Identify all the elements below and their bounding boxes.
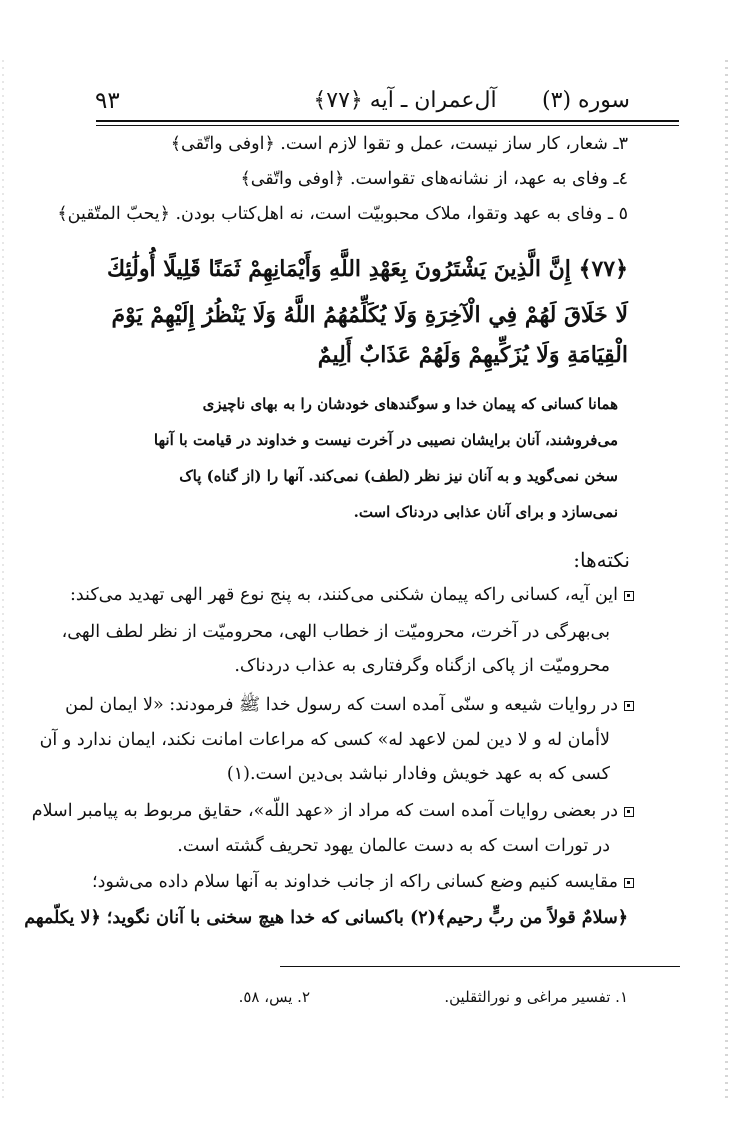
- note-line: در روایات شیعه و سنّی آمده است که رسول خدا ﷺ فرمودند: «لا ایمان لمن: [65, 693, 634, 719]
- header-rule: [96, 120, 679, 122]
- footnote-1: ١. تفسیر مراغی و نورالثقلین.: [444, 988, 628, 1006]
- point-line: ٤ـ وفای به عهد، از نشانه‌های تقواست. ﴿اوفی واتّقی﴾: [240, 169, 628, 189]
- translation-line: سخن نمی‌گوید و به آنان نیز نظر (لطف) نمی‌کند. آنها را (از گناه) پاک: [179, 467, 618, 485]
- footnote-2: ٢. یس، ٥٨.: [238, 988, 310, 1006]
- note-line: این آیه، کسانی راکه پیمان شکنی می‌کنند، به پنج نوع قهر الهی تهدید می‌کند:: [70, 585, 634, 605]
- bullet-square-icon: [624, 591, 634, 601]
- note-line: بی‌بهرگی در آخرت، محرومیّت از خطاب الهی، محرومیّت از نظر لطف الهی،: [61, 622, 610, 642]
- translation-line: همانا کسانی که پیمان خدا و سوگندهای خودشان را به بهای ناچیزی: [202, 395, 618, 413]
- header-rule-thin: [96, 125, 679, 126]
- note-line: مقایسه کنیم وضع کسانی راکه از جانب خداوند به آنها سلام داده می‌شود؛: [92, 872, 634, 892]
- translation-line: می‌فروشند، آنان برایشان نصیبی در آخرت نیست و خداوند در قیامت با آنها: [153, 431, 618, 449]
- verse-line: الْقِيَامَةِ وَلَا يُزَكِّيهِمْ وَلَهُمْ عَذَابٌ أَلِيمٌ: [317, 342, 628, 368]
- point-line: ٥ ـ وفای به عهد وتقوا، ملاک محبوبیّت است، نه اهل‌کتاب بودن. ﴿یحبّ المتّقین﴾: [57, 204, 628, 224]
- note-line: در تورات است که به دست عالمان یهود تحریف گشته است.: [177, 836, 610, 856]
- translation-line: نمی‌سازد و برای آنان عذابی دردناک است.: [353, 503, 618, 521]
- bullet-square-icon: [624, 701, 634, 711]
- verse-line: ﴿٧٧﴾ إِنَّ الَّذِينَ يَشْتَرُونَ بِعَهْدِ اللَّهِ وَأَيْمَانِهِمْ ثَمَنًا قَلِيلًا أُولَٰئِكَ: [106, 256, 628, 282]
- note-line: کسی که به عهد خویش وفادار نباشد بی‌دین است.(١): [226, 764, 610, 784]
- footnote-rule: [280, 966, 680, 967]
- notes-heading: نکته‌ها:: [573, 548, 630, 572]
- note-line: لاأمان له و لا دین لمن لاعهد له» کسی که مراعات امانت نکند، ایمان ندارد و آن: [39, 730, 610, 750]
- verse-reference: آل‌عمران ـ آیه ﴿٧٧﴾: [313, 88, 497, 113]
- scan-edge: [725, 60, 728, 1100]
- point-line: ٣ـ شعار، کار ساز نیست، عمل و تقوا لازم است. ﴿اوفی واتّقی﴾: [170, 134, 628, 154]
- verse-line: لَا خَلَاقَ لَهُمْ فِي الْآخِرَةِ وَلَا يُكَلِّمُهُمُ اللَّهُ وَلَا يَنْظُرُ إِلَيْهِمْ يَوْمَ: [111, 302, 628, 328]
- note-line: ﴿سلامٌ قولاً من ربٍّ رحیم﴾(٢) باکسانی که خدا هیچ سخنی با آنان نگوید؛ ﴿لا یکلّمهم: [24, 908, 628, 928]
- note-line: محرومیّت از پاکی ازگناه وگرفتاری به عذاب دردناک.: [234, 656, 610, 676]
- note-line: در بعضی روایات آمده است که مراد از «عهد اللّه»، حقایق مربوط به پیامبر اسلام: [32, 801, 634, 821]
- page-number: ٩٣: [95, 88, 120, 114]
- bullet-square-icon: [624, 807, 634, 817]
- bullet-square-icon: [624, 878, 634, 888]
- scan-edge: [2, 60, 4, 1100]
- surah-label: سوره (٣): [542, 88, 630, 113]
